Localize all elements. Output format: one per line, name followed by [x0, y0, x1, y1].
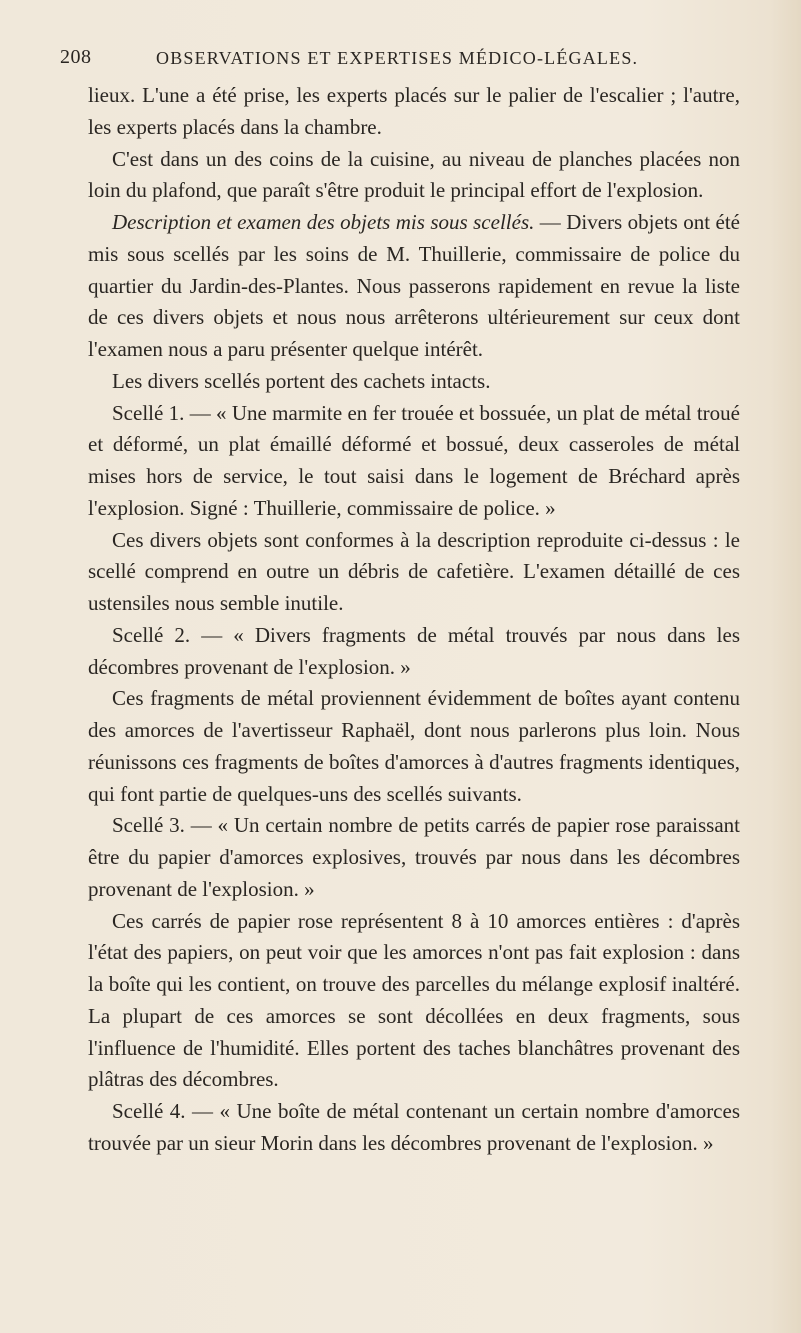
paragraph: Scellé 1. — « Une marmite en fer trouée et bossuée, un plat de métal troué et déformé, un plat émaillé déformé et bossué, deux casseroles de métal mises hors de service, le tout saisi dans le logement de Bréchard après l'explosion. Signé : Thuillerie, commissaire de police. » [88, 400, 740, 520]
paragraph: Scellé 3. — « Un certain nombre de petits carrés de papier rose paraissant être du papier d'amorces explosives, trouvés par nous dans les décombres provenant de l'explosion. » [88, 813, 740, 901]
paragraph: Ces carrés de papier rose représentent 8 à 10 amorces entières : d'après l'état des papiers, on peut voir que les amorces n'ont pas fait explosion : dans la boîte qui les contient, on trouve des parcelles du mélange explosif inaltéré. La plupart de ces amorces se sont décollées en deux fragments, sous l'influence de l'humidité. Elles portent des taches blanchâtres provenant des plâtras des décombres. [88, 908, 740, 1092]
paragraph: Scellé 4. — « Une boîte de métal contenant un certain nombre d'amorces trouvée par un sieur Morin dans les décombres provenant de l'explosion. » [88, 1099, 740, 1155]
paragraph: Ces fragments de métal proviennent évidemment de boîtes ayant contenu des amorces de l'avertisseur Raphaël, dont nous parlerons plus loin. Nous réunissons ces fragments de boîtes d'amorces à d'autres fragments identiques, qui font partie de quelques-uns des scellés suivants. [88, 686, 740, 806]
paragraph: C'est dans un des coins de la cuisine, au niveau de planches placées non loin du plafond, que paraît s'être produit le principal effort de l'explosion. [88, 146, 740, 203]
running-head: OBSERVATIONS ET EXPERTISES MÉDICO-LÉGALES. [156, 48, 639, 68]
paragraph-text: — Divers objets ont été mis sous scellés par les soins de M. Thuillerie, commissaire de police du quartier du Jardin-des-Plantes. Nous passerons rapidement en revue la liste de ces divers objets et nous nous arrêterons ultérieurement sur ceux dont l'examen nous a paru présenter quelque intérêt. [88, 210, 740, 361]
paragraph: Les divers scellés portent des cachets intacts. [112, 368, 491, 393]
body-text [88, 80, 740, 1160]
paragraph: Ces divers objets sont conformes à la description reproduite ci-dessus : le scellé comprend en outre un débris de cafetière. L'examen détaillé de ces ustensiles nous semble inutile. [88, 527, 740, 615]
section-heading: Description et examen des objets mis sous scellés. [112, 210, 535, 234]
paragraph [88, 207, 740, 366]
paragraph: lieux. L'une a été prise, les experts placés sur le palier de l'escalier ; l'autre, les experts placés dans la chambre. [88, 83, 740, 139]
page-header [60, 40, 750, 76]
page-number: 208 [60, 46, 92, 68]
paragraph: Scellé 2. — « Divers fragments de métal trouvés par nous dans les décombres provenant de l'explosion. » [88, 622, 740, 679]
